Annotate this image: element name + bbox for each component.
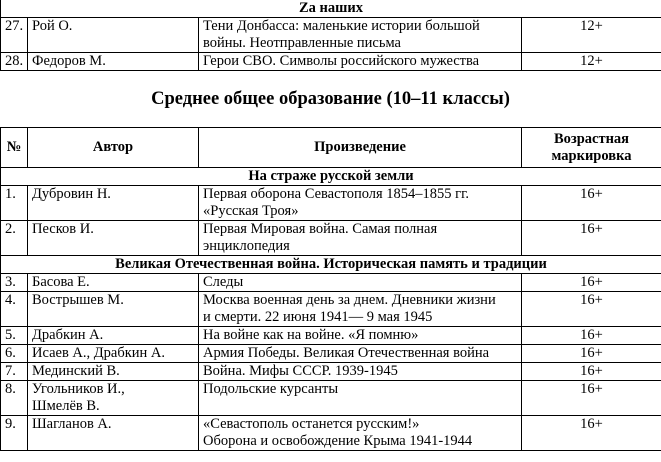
header-age-rating [522,128,661,168]
row-work [199,381,522,416]
row-number [1,274,28,292]
table-row [1,53,661,71]
section-title [1,168,661,186]
table-row [1,416,661,451]
row-age-rating-line: 16+ [580,274,603,290]
page-heading: Среднее общее образование (10–11 классы) [151,89,510,109]
row-author-line: Рой О. [32,18,73,34]
row-number-line: 8. [5,381,16,397]
row-work-line: Тени Донбасса: маленькие истории большой [203,18,480,34]
row-work [199,363,522,381]
row-number-line: 3. [5,274,16,290]
row-author [28,345,199,363]
row-author-line: Песков И. [32,221,94,237]
row-number-line: 9. [5,416,16,432]
row-age-rating [522,186,661,221]
row-author-line: Федоров М. [32,53,106,69]
row-number-line: 6. [5,345,16,361]
row-work-line: энциклопедия [203,238,290,254]
row-work [199,18,522,53]
row-work-line: Первая оборона Севастополя 1854–1855 гг. [203,186,470,202]
row-number-line: 4. [5,292,16,308]
row-number [1,345,28,363]
row-author [28,363,199,381]
row-author [28,274,199,292]
section-title-line: На страже русской земли [248,168,414,184]
row-age-rating-line: 16+ [580,327,603,343]
header-number: № [1,128,28,168]
row-author-line: Шагланов А. [32,416,112,432]
row-author [28,221,199,256]
row-age-rating-line: 16+ [580,221,603,237]
row-number-line: 5. [5,327,16,343]
row-work-line: войны. Неотправленные письма [203,35,401,51]
row-work-line: Подольские курсанты [203,381,339,397]
row-number [1,221,28,256]
section-row [1,256,661,274]
row-work-line: и смерти. 22 июня 1941— 9 мая 1945 [203,309,433,325]
row-work-line: Оборона и освобождение Крыма 1941-1944 [203,433,473,449]
row-number [1,292,28,327]
row-age-rating-line: 16+ [580,186,603,202]
section-title-line: Zа наших [299,0,363,16]
row-author [28,292,199,327]
row-author [28,327,199,345]
row-author [28,186,199,221]
row-author [28,18,199,53]
row-number [1,327,28,345]
table-header-row [1,128,661,168]
row-number [1,416,28,451]
section-title [1,0,661,18]
row-work [199,221,522,256]
row-age-rating [522,18,661,53]
row-age-rating [522,381,661,416]
header-age-line: Возрастная [553,130,630,147]
row-work-line: На войне как на войне. «Я помню» [203,327,419,343]
table-row [1,274,661,292]
table-row [1,363,661,381]
row-number [1,186,28,221]
row-author-line: Драбкин А. [32,327,104,343]
row-age-rating-line: 16+ [580,363,603,379]
row-age-rating-line: 12+ [580,18,603,34]
row-number [1,381,28,416]
header-work: Произведение [199,128,522,168]
row-work [199,327,522,345]
row-work-line: Герои СВО. Символы российского мужества [203,53,480,69]
row-author [28,381,199,416]
row-age-rating-line: 12+ [580,53,603,69]
row-age-rating-line: 16+ [580,292,603,308]
row-author-line: Мединский В. [32,363,120,379]
row-work-line: «Русская Троя» [203,203,299,219]
row-number-line: 28. [5,53,24,69]
row-age-rating [522,416,661,451]
table-row [1,292,661,327]
row-work-line: Первая Мировая война. Самая полная [203,221,438,237]
section-title [1,256,661,274]
row-age-rating [522,292,661,327]
row-author-line: Вострышев М. [32,292,124,308]
row-age-rating-line: 16+ [580,381,603,397]
row-work [199,274,522,292]
row-author-line: Угольников И., [32,381,125,397]
row-work-line: «Севастополь останется русским!» [203,416,420,432]
row-work [199,292,522,327]
row-author-line: Басова Е. [32,274,90,290]
row-age-rating-line: 16+ [580,416,603,432]
row-work-line: Москва военная день за днем. Дневники жизни [203,292,496,308]
row-work-line: Армия Победы. Великая Отечественная война [203,345,490,361]
section-row [1,0,661,18]
row-number [1,18,28,53]
table-row [1,327,661,345]
table-row [1,18,661,53]
row-number-line: 1. [5,186,16,202]
table-row [1,186,661,221]
row-number-line: 7. [5,363,16,379]
section-row [1,168,661,186]
row-work-line: Война. Мифы СССР. 1939-1945 [203,363,398,379]
row-age-rating [522,53,661,71]
row-author-line: Шмелёв В. [32,398,100,414]
row-work [199,186,522,221]
row-number-line: 27. [5,18,24,34]
row-age-rating [522,327,661,345]
row-work [199,416,522,451]
row-age-rating [522,221,661,256]
row-number [1,53,28,71]
section-title-line: Великая Отечественная война. Историческая память и традиции [115,256,547,272]
row-work [199,345,522,363]
row-work [199,53,522,71]
row-author-line: Дубровин Н. [32,186,111,202]
row-number [1,363,28,381]
table-row [1,221,661,256]
table-row [1,345,661,363]
continued-book-table [0,0,661,71]
row-author [28,53,199,71]
row-age-rating [522,274,661,292]
table-row [1,381,661,416]
row-author-line: Исаев А., Драбкин А. [32,345,166,361]
row-author [28,416,199,451]
row-age-rating [522,345,661,363]
reading-list-table [0,127,661,451]
header-age-line: маркировка [551,147,632,164]
row-age-rating [522,363,661,381]
row-work-line: Следы [203,274,244,290]
row-number-line: 2. [5,221,16,237]
header-author: Автор [28,128,199,168]
row-age-rating-line: 16+ [580,345,603,361]
